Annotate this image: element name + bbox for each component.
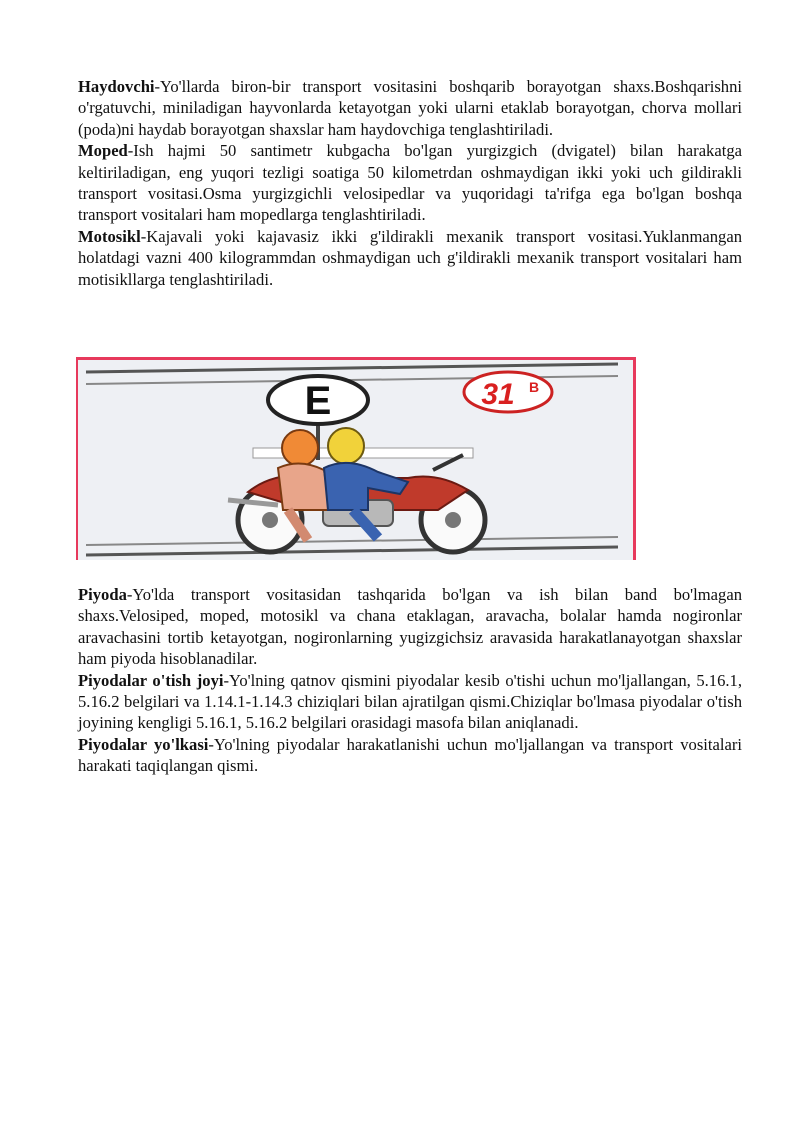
term: Piyodalar o'tish joyi <box>78 670 224 690</box>
definition-piyoda <box>78 584 742 670</box>
badge-31b <box>464 372 552 412</box>
definition-motosikl <box>78 226 742 290</box>
definition-piyodalar-yolkasi <box>78 734 742 777</box>
motorcycle-illustration <box>76 357 636 560</box>
term: Piyodalar yo'lkasi <box>78 734 209 754</box>
motorcycle-drawing <box>78 360 633 560</box>
definition-moped <box>78 140 742 226</box>
definition-text: -Yo'lning piyodalar harakatlanishi uchun mo'ljallangan va transport vositalari harakati taqiqlangan qismi. <box>78 734 742 776</box>
definition-text: -Yo'lning qatnov qismini piyodalar kesib o'tishi uchun mo'ljallangan, 5.16.1, 5.16.2 belgilari va 1.14.1-1.14.3 chiziqlari bilan ajratilgan qismi.Chiziqlar bo'lmasa piyodalar o'tish joyining kengligi 5.16.1, 5.16.2 belgilari orasidagi masofa bilan aniqlanadi. <box>78 670 742 733</box>
badge-suffix: B <box>528 379 540 395</box>
definitions-bottom <box>78 584 742 777</box>
definition-text: -Yo'lda transport vositasidan tashqarida bo'lgan va ish bilan band bo'lmagan shaxs.Velosiped, moped, motosikl va chana etaklagan, aravacha, bolalar hamda nogironlar aravachasini tortib ketayotgan, nogironlarning yugizgichsiz aravasida harakatlanayotgan shaxslar ham piyoda hisoblanadilar. <box>78 585 742 669</box>
badge-number: 31 <box>481 378 515 411</box>
definition-text: -Kajavali yoki kajavasiz ikki g'ildirakli mexanik transport vositasi.Yuklanmangan holatdagi vazni 400 kilogrammdan oshmaydigan uch g'ildirakli mexanik transport vositalari ham motisikllarga tenglashtiriladi. <box>78 226 742 289</box>
definition-piyodalar-otish-joyi <box>78 670 742 734</box>
definition-text: -Yo'llarda biron-bir transport vositasini boshqarib borayotgan shaxs.Boshqarishni o'rgatuvchi, miniladigan hayvonlarda ketayotgan yoki ularni etaklab borayotgan, chorva mollari (poda)ni haydab borayotgan shaxslar ham haydovchiga tenglashtiriladi. <box>78 77 742 139</box>
definition-text: -Ish hajmi 50 santimetr kubgacha bo'lgan yurgizgich (dvigatel) bilan harakatga keltiriladigan, eng yuqori tezligi soatiga 50 kilometrdan oshmaydigan ikki yoki uch gildirakli transport vositasi.Osma yurgizgichli velosipedlar va yuqoridagi ta'rifga ega bo'lgan boshqa transport vositalari ham mopedlarga tenglashtiriladi. <box>78 141 742 225</box>
term: Moped <box>78 141 128 161</box>
term: Piyoda <box>78 585 127 604</box>
definition-haydovchi <box>78 76 742 140</box>
sign-letter: E <box>304 379 332 423</box>
term: Motosikl <box>78 226 141 246</box>
definitions-top <box>78 76 742 290</box>
term: Haydovchi <box>78 77 155 96</box>
